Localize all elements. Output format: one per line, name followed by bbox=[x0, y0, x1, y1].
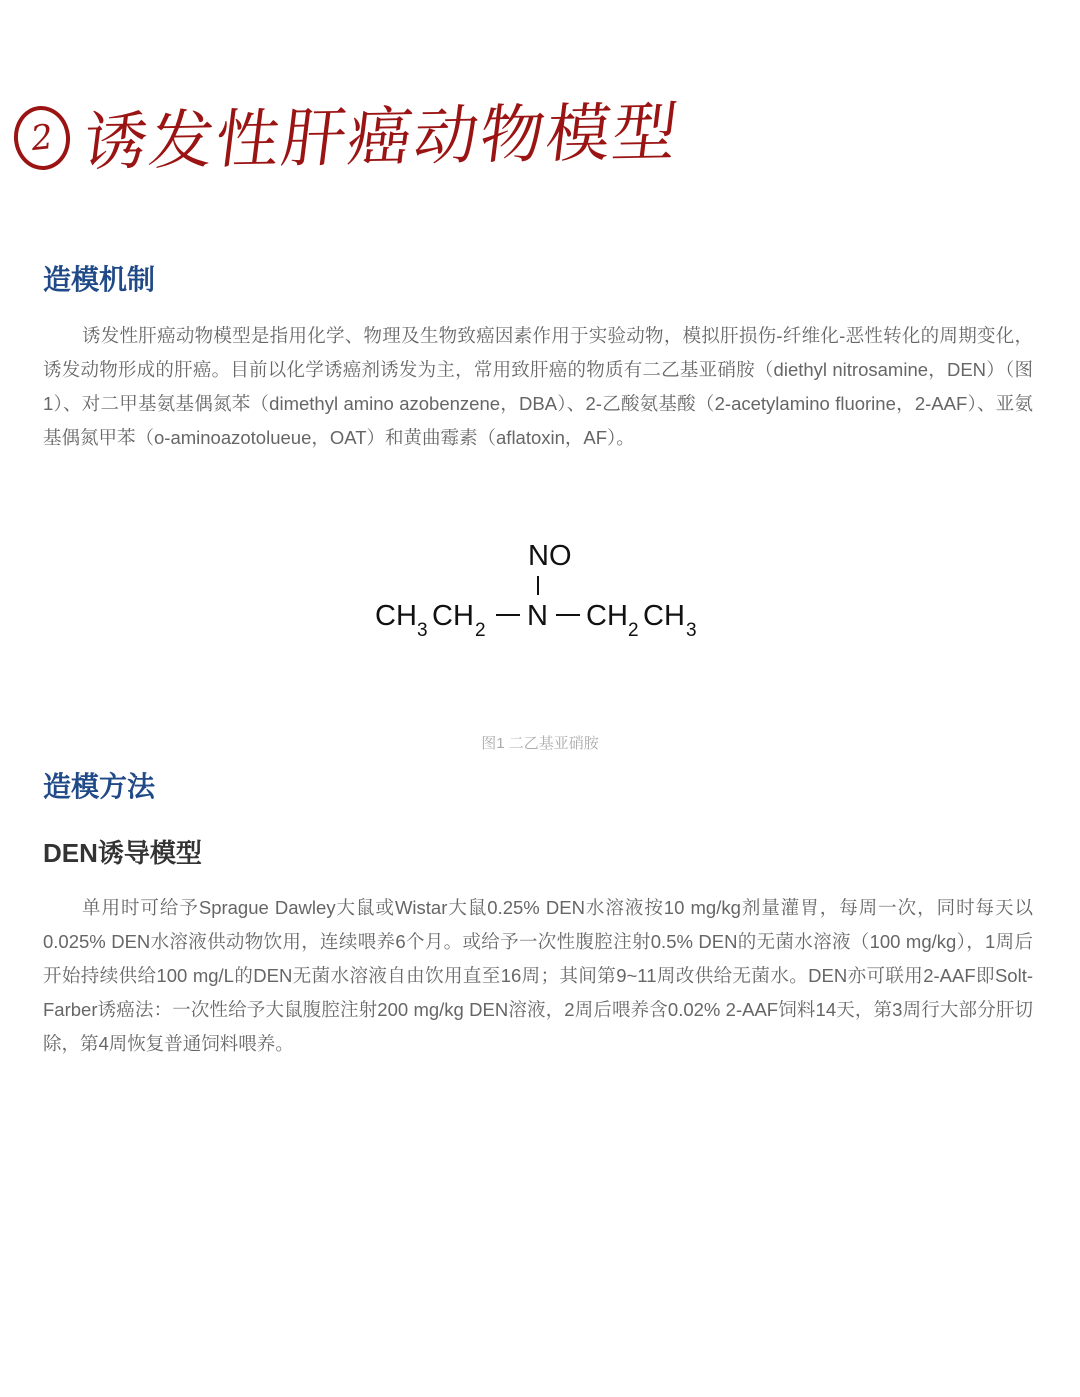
left-subscript-1: 3 bbox=[417, 620, 428, 641]
method-paragraph: 单用时可给予Sprague Dawley大鼠或Wistar大鼠0.25% DEN水溶液按10 mg/kg剂量灌胃，每周一次，同时每天以0.025% DEN水溶液供动物饮用，连续喂养6个月。或给予一次性腹腔注射0.5% DEN的无菌水溶液（100 mg/kg），1周后开始持续供给100 mg/L的DEN无菌水溶液自由饮用直至16周；其间第9~11周改供给无菌水。DEN亦可联用2-AAF即Solt-Farber诱癌法：一次性给予大鼠腹腔注射200 mg/kg DEN溶液，2周后喂养含0.02% 2-AAF饲料14天，第3周行大部分肝切除，第4周恢复普通饲料喂养。 bbox=[43, 897, 1034, 1054]
section-heading-method: 造模方法 bbox=[43, 771, 156, 802]
right-subscript-2: 3 bbox=[686, 620, 697, 641]
right-ch-label-2: CH bbox=[643, 600, 685, 632]
den-structure-figure bbox=[0, 530, 1080, 660]
mechanism-paragraph: 诱发性肝癌动物模型是指用化学、物理及生物致癌因素作用于实验动物，模拟肝损伤-纤维化-恶性转化的周期变化，诱发动物形成的肝癌。目前以化学诱癌剂诱发为主，常用致肝癌的物质有二乙基亚硝胺（diethyl nitrosamine，DEN）（图1）、对二甲基氨基偶氮苯（dimethyl amino azobenzene，DBA）、2-乙酸氨基酸（2-acetylamino fluorine，2-AAF）、亚氨基偶氮甲苯（o-aminoazotolueue，OAT）和黄曲霉素（aflatoxin，AF）。 bbox=[43, 325, 1033, 448]
left-ch-label-1: CH bbox=[375, 600, 417, 632]
handwritten-title bbox=[14, 88, 714, 188]
subheading-den-model: DEN诱导模型 bbox=[43, 838, 202, 868]
left-subscript-2: 2 bbox=[475, 620, 486, 641]
right-subscript-1: 2 bbox=[628, 620, 639, 641]
nitrogen-atom-label: N bbox=[527, 600, 548, 632]
figure-caption: 图1 二乙基亚硝胺 bbox=[481, 735, 599, 752]
nitroso-group-label: NO bbox=[528, 540, 572, 572]
circled-number: 2 bbox=[11, 103, 73, 173]
left-ch-label-2: CH bbox=[432, 600, 474, 632]
den-structure-svg bbox=[0, 530, 1080, 660]
right-ch-label-1: CH bbox=[586, 600, 628, 632]
section-heading-mechanism: 造模机制 bbox=[43, 264, 156, 295]
handwritten-title-text: 诱发性肝癌动物模型 bbox=[78, 95, 684, 181]
